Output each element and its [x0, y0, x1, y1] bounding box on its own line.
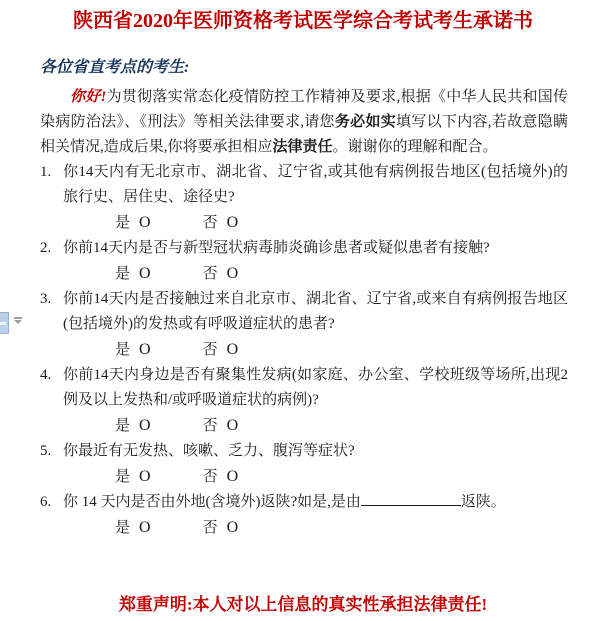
no-radio-circle[interactable]: O [226, 214, 239, 231]
answer-option-yes[interactable] [115, 464, 151, 490]
page-title: 陕西省2020年医师资格考试医学综合考试考生承诺书 [73, 10, 533, 32]
intro-text: 为贯彻落实常态化疫情防控工作精神及要求,根据《中华人民共和国传染病防治法》、《刑法》等相关法律要求,请您 [40, 89, 568, 130]
return-origin-blank-field[interactable] [361, 491, 461, 506]
question-list [40, 160, 568, 541]
answer-option-no[interactable] [203, 515, 239, 541]
no-radio-circle[interactable]: O [226, 468, 239, 485]
question-item-1 [40, 160, 568, 236]
question-text: 你前14天内是否接触过来自北京市、湖北省、辽宁省,或来自有病例报告地区(包括境外)的发热或有呼吸道症状的患者? [63, 291, 568, 332]
no-label: 否 [202, 215, 218, 231]
question-number: 3. [40, 291, 52, 307]
question-item-6 [40, 490, 568, 541]
answer-option-no[interactable] [203, 210, 239, 236]
greeting-text: 你好! [70, 89, 107, 105]
no-radio-circle[interactable]: O [226, 417, 239, 434]
question-text: 你前14天内身边是否有聚集性发病(如家庭、办公室、学校班级等场所,出现2例及以上发热和/或呼吸道症状的病例)? [63, 367, 568, 408]
salutation: 各位省直考点的考生: [40, 59, 190, 76]
question-text: 你前14天内是否与新型冠状病毒肺炎确诊患者或疑似患者有接触? [63, 240, 490, 256]
question-item-5 [40, 439, 568, 490]
question-text [63, 490, 568, 515]
question-item-2 [40, 236, 568, 287]
question-number: 6. [40, 494, 52, 510]
yes-radio-circle[interactable]: O [139, 265, 151, 282]
intro-text: 填写以下内容,若故意隐瞒相关情况,造成后果,你将要承担相应 [40, 114, 568, 155]
no-radio-circle[interactable]: O [226, 519, 239, 536]
answer-option-yes[interactable] [115, 261, 151, 287]
yes-label: 是 [115, 418, 131, 434]
yes-radio-circle[interactable]: O [139, 214, 151, 231]
yes-radio-circle[interactable]: O [139, 417, 151, 434]
no-radio-circle[interactable]: O [226, 341, 239, 358]
answer-row [115, 413, 568, 439]
yes-label: 是 [115, 266, 131, 282]
yes-label: 是 [115, 215, 131, 231]
yes-label: 是 [115, 520, 131, 536]
question-text-after-blank: 返陕。 [460, 494, 506, 510]
no-label: 否 [202, 266, 218, 282]
margin-dropdown-arrow-icon[interactable] [13, 317, 22, 325]
question-text: 你最近有无发热、咳嗽、乏力、腹泻等症状? [63, 443, 355, 459]
emphasis-text-mandatory: 务必如实 [334, 114, 397, 130]
yes-radio-circle[interactable]: O [139, 519, 151, 536]
no-label: 否 [202, 418, 218, 434]
answer-row [115, 464, 568, 490]
declaration-statement: 郑重声明:本人对以上信息的真实性承担法律责任! [118, 595, 488, 614]
no-label: 否 [202, 520, 218, 536]
answer-row [115, 337, 568, 363]
question-text: 你14天内有无北京市、湖北省、辽宁省,或其他有病例报告地区(包括境外)的旅行史、居住史、途径史? [63, 164, 568, 205]
question-number: 4. [40, 367, 52, 383]
intro-paragraph [40, 85, 568, 160]
answer-option-no[interactable] [203, 464, 239, 490]
question-number: 1. [40, 164, 52, 180]
answer-option-no[interactable] [203, 337, 239, 363]
answer-option-yes[interactable] [115, 337, 151, 363]
emphasis-text-legal: 法律责任 [272, 139, 333, 155]
answer-row [115, 515, 568, 541]
question-item-4 [40, 363, 568, 439]
margin-page-icon[interactable] [0, 312, 9, 334]
question-number: 2. [40, 240, 52, 256]
answer-row [115, 210, 568, 236]
no-label: 否 [202, 469, 218, 485]
yes-label: 是 [115, 469, 131, 485]
question-number: 5. [40, 443, 52, 459]
answer-option-yes[interactable] [115, 210, 151, 236]
answer-row [115, 261, 568, 287]
no-label: 否 [202, 342, 218, 358]
question-item-3 [40, 287, 568, 363]
answer-option-yes[interactable] [115, 413, 151, 439]
yes-radio-circle[interactable]: O [139, 468, 151, 485]
question-text-before-blank: 你 14 天内是否由外地(含境外)返陕?如是,是由 [63, 494, 361, 510]
answer-option-yes[interactable] [115, 515, 151, 541]
answer-option-no[interactable] [203, 413, 239, 439]
yes-radio-circle[interactable]: O [139, 341, 151, 358]
yes-label: 是 [115, 342, 131, 358]
intro-text: 。谢谢你的理解和配合。 [332, 139, 498, 155]
no-radio-circle[interactable]: O [226, 265, 239, 282]
answer-option-no[interactable] [203, 261, 239, 287]
